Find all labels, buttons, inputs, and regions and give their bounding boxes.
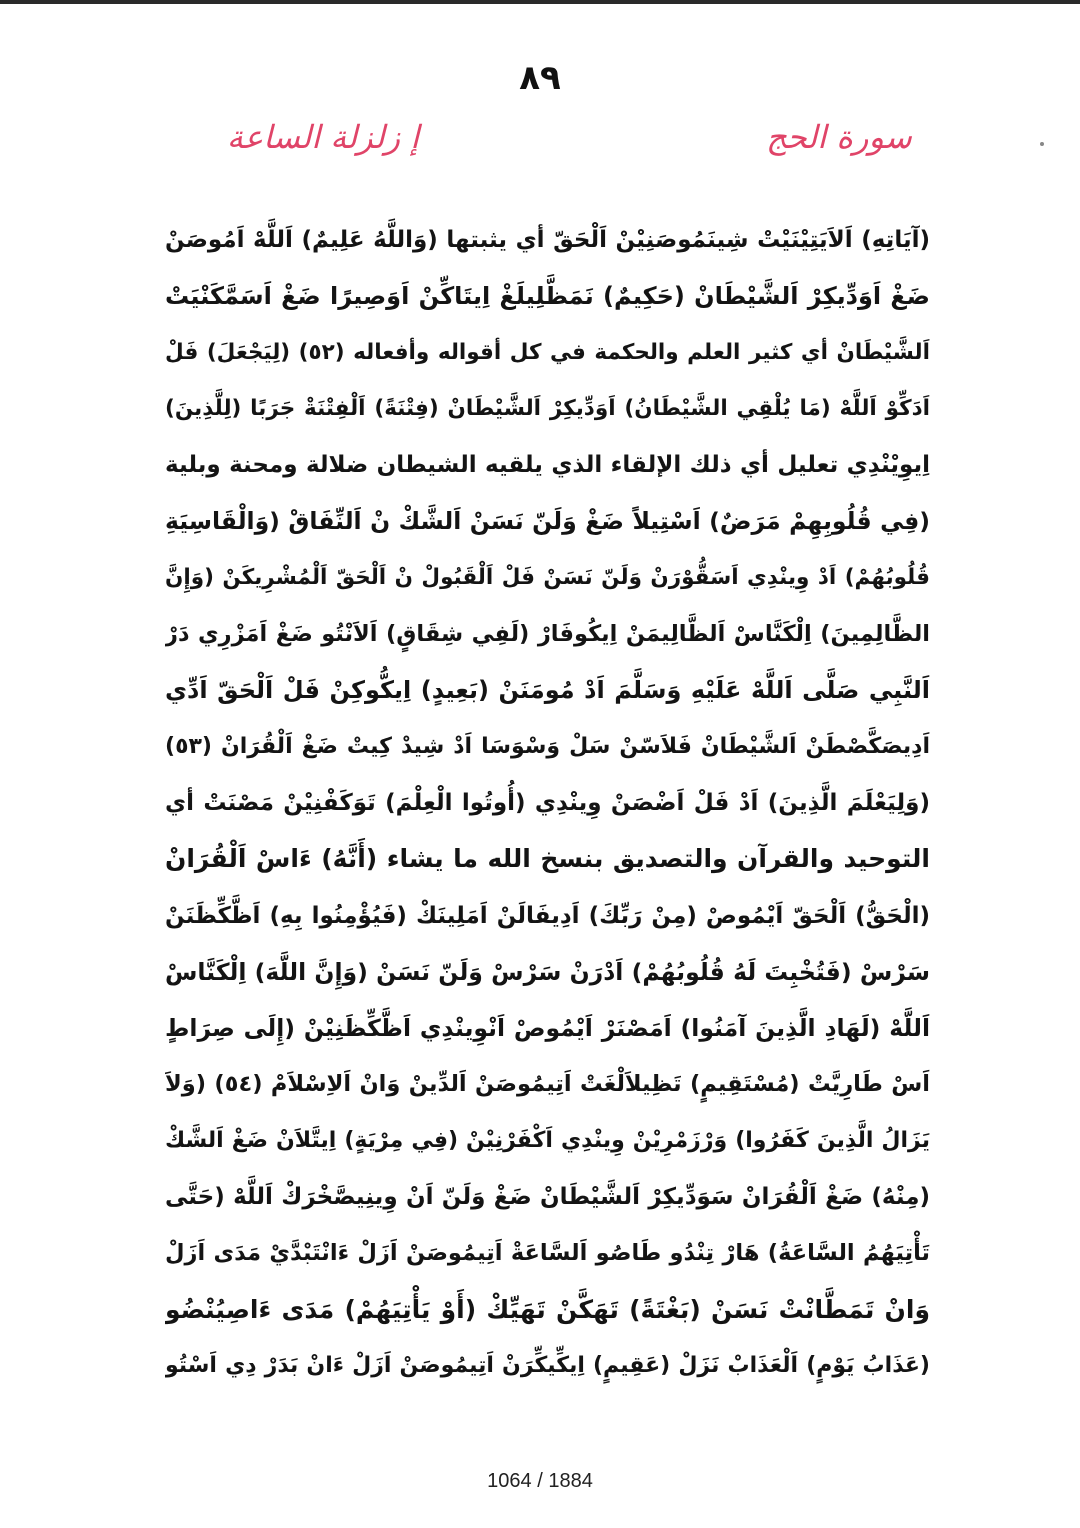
body-text xyxy=(165,212,930,1394)
text-line: (الْحَقُّ) اَلْحَقّ اَيْمُوصْ (مِنْ رَبِّكَ) اَدِيفَالَنْ اَمَلِينَكْ (فَيُؤْمِنُوا بِهِ) اَظَّكِّظَنَنْ xyxy=(165,902,930,929)
page-counter: 1064 / 1884 xyxy=(487,1470,593,1492)
text-line: اِيوِيْنْدِي تعليل أي ذلك الإلقاء الذي يلقيه الشيطان ضلالة ومحنة وبلية xyxy=(165,452,930,479)
text-line: (آيَاتِهِ) اَلاَيَتِيْنَيْتْ شِينَمُوصَنِيْنْ اَلْحَقّ أي يثبتها (وَاللَّهُ عَلِيمٌ) اَللَّهْ اَمُوصَنْ xyxy=(165,227,930,253)
text-line: اَسْ طَارِيَّتْ (مُسْتَقِيمٍ) تَظِيلاَلْغَتْ اَتِيمُوصَنْ اَلدِّينْ وَانْ اَلاِسْلاَمْ (٥٤) (وَلاَ xyxy=(165,1071,930,1098)
text-line: اَلشَّيْطَانْ أي كثير العلم والحكمة في كل أقواله وأفعاله (٥٢) (لِيَجْعَلَ) فَلْ xyxy=(165,339,930,365)
text-line: التوحيد والقرآن والتصديق بنسخ الله ما يشاء (أَنَّهُ) ءَاسْ اَلْقُرَانْ xyxy=(165,844,930,874)
text-line: (عَذَابُ يَوْمٍ) اَلْعَذَابْ نَزَلْ (عَقِيمٍ) اِيكِّيكِّرَنْ اَتِيمُوصَنْ اَزَلْ ءَانْ بَدَرْ دِي اَسْتُو xyxy=(165,1352,930,1378)
text-line: الظَّالِمِينَ) اِلْكَنَّاسْ اَلظَّالِيمَنْ اِيكُوفَارْ (لَفِي شِقَاقٍ) اَلاَنْتُو ضَغْ اَمَزْرِي دَرْ xyxy=(165,621,930,648)
text-line: اَدِيصَكَّصْطَنْ اَلشَّيْطَانْ فَلاَسّنْ سَلْ وَسْوَسَا اَدْ شِيدْ كِيتْ ضَغْ اَلْقُرَانْ (٥٣) xyxy=(165,733,930,759)
text-line: (فِي قُلُوبِهِمْ مَرَضٌ) اَسْتِيلاً ضَغْ وَلَنّ نَسَنْ اَلشَّكْ نْ اَلنِّفَاقْ (وَالْقَاسِيَةِ xyxy=(165,507,930,536)
text-line: ضَغْ اَوَدِّيكِرْ اَلشَّيْطَانْ (حَكِيمٌ) نَمَظَّلِيلَغْ اِيتَاكِّنْ اَوَصِيرًا ضَغْ اَسَمَّكَنْيَتْ xyxy=(165,282,930,311)
page-number: ٨٩ xyxy=(519,58,561,98)
handwritten-section-note: إ زلزلة الساعة xyxy=(226,118,420,156)
text-line: يَزَالُ الَّذِينَ كَفَرُوا) وَرْزَمْرِيْنْ وِينْدِي اَكْفَرْنِيْنْ (فِي مِرْيَةٍ) اِيتَّلاَنْ ضَغْ اَلشَّكْ xyxy=(165,1127,930,1153)
text-line: سَرْسْ (فَتُخْبِتَ لَهُ قُلُوبُهُمْ) اَدْرَنْ سَرْسْ وَلَنّ نَسَنْ (وَإِنَّ اللَّهَ) اِلْكَنَّاسْ xyxy=(165,957,930,986)
margin-mark xyxy=(1040,142,1044,146)
scan-top-edge xyxy=(0,0,1080,4)
text-line: (وَلِيَعْلَمَ الَّذِينَ) اَدْ فَلْ اَضْصَنْ وِينْدِي (أُوتُوا الْعِلْمَ) تَوَكَفْنِيْنْ مَصْنَتْ أي xyxy=(165,789,930,816)
text-line: (مِنْهُ) ضَغْ اَلْقُرَانْ سَوَدِّيكِرْ اَلشَّيْطَانْ ضَغْ وَلَنّ اَنْ وِينِيصَّخْرَكْ اَللَّهْ (حَتَّى xyxy=(165,1184,930,1211)
text-line: اَلنَّبِي صَلَّى اَللَّهْ عَلَيْهِ وَسَلَّمَ اَدْ مُومَنَنْ (بَعِيدٍ) اِيكُّوكِنْ فَلْ اَلْحَقّ اَدِّي xyxy=(165,676,930,705)
text-line: اَللَّهْ (لَهَادِ الَّذِينَ آمَنُوا) اَمَصْنَرْ اَيْمُوصْ اَنْوِينْدِي اَظَّكِّظَنِيْنْ (إِلَى صِرَاطٍ xyxy=(165,1014,930,1043)
text-line: تَأْتِيَهُمُ السَّاعَةُ) هَارْ تِنْدُو طَاصُو اَلسَّاعَةْ اَتِيمُوصَنْ اَزَلْ ءَانْتَبْدَّيْ مَدَى اَزَلْ xyxy=(165,1240,930,1267)
text-line: قُلُوبُهُمْ) اَدْ وِينْدِي اَسَقُّوْرَنْ وَلَنّ نَسَنْ فَلْ اَلْقَبُولْ نْ اَلْحَقّ اَلْمُشْرِيكَنْ (وَإِنَّ xyxy=(165,564,930,590)
text-line: اَدَكِّوْ اَللَّهْ (مَا يُلْقِي الشَّيْطَانُ) اَوَدِّيكِرْ اَلشَّيْطَانْ (فِتْنَةً) اَلْفِتْنَةْ جَرَبًا (لِلَّذِينَ) xyxy=(165,395,930,421)
text-line: وَانْ تَمَطَّانْتْ نَسَنْ (بَغْتَةً) تَهَكَّنْ تَهَيِّكْ (أَوْ يَأْتِيَهُمْ) مَدَى ءَاصِيُنْضُو xyxy=(165,1294,930,1324)
handwritten-surah-name: سورة الحج xyxy=(766,118,912,156)
